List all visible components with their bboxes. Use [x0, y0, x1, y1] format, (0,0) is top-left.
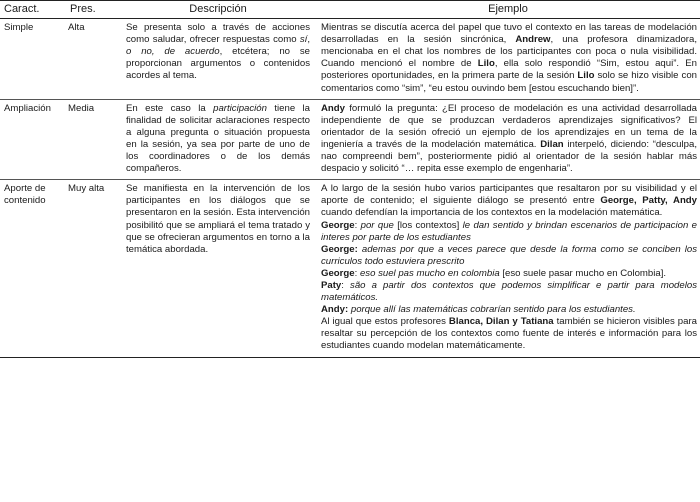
description-cell: Se manifiesta en la intervención de los participantes en los diálogos que se presentaron en la sesión. Esta intervención posibilitó que se ampliará el tema tratado y que se ofrecieran argumentos en torno a la temática abordada.	[126, 183, 310, 255]
header-descripcion: Descripción	[120, 1, 316, 19]
dialogue-line-george-2: George: ademas por que a veces parece que desde la forma como se conciben los curriculos todo estuviera prescrito	[321, 243, 697, 267]
pres-cell: Alta	[68, 22, 85, 34]
example-cell: Mientras se discutía acerca del papel que tuvo el contexto en las tareas de modelación desarrolladas en la sesión sincrónica, Andrew, una profesora dinamizadora, mencionaba en el chat los nombres de los participantes con poca o nula visibilidad. Cuando mencionó el nombre de Lilo, ella solo respondió “Sim, estou aqui”. En posteriores oportunidades, en la primera parte de la sesión Lilo solo se hizo visible con comentarios como “sim”, “eu estou ouvindo bem [estou escuchando bien]”.	[321, 22, 697, 94]
table-row-ampliacion	[0, 99, 700, 180]
dialogue-line-george-1: George: por que [los contextos] le dan sentido y brindan escenarios de participacion e interes por parte de los estudiantes	[321, 219, 697, 243]
header-pres: Pres.	[64, 1, 120, 19]
dialogue-line-andy: Andy: porque allí las matemáticas cobrarían sentido para los estudiantes.	[321, 304, 636, 316]
pres-cell: Media	[68, 102, 95, 114]
table-header	[0, 1, 700, 19]
caract-cell: Simple	[4, 22, 34, 34]
example-cell	[316, 180, 700, 357]
example-closing: Al igual que estos profesores Blanca, Dilan y Tatiana también se hicieron visibles para resaltar su percepción de los contextos como fuente de interés e información para los estudiantes cuando modelan matemáticamente.	[321, 316, 697, 352]
table-row-aporte	[0, 180, 700, 357]
description-cell: Se presenta solo a través de acciones como saludar, ofrecer respuestas como sí, o no, de acuerdo, etcétera; no se proporcionan argumentos o contenidos acordes al tema.	[126, 22, 310, 82]
pres-cell: Muy alta	[68, 183, 105, 195]
caract-cell: Ampliación	[4, 102, 51, 114]
example-cell: Andy formuló la pregunta: ¿El proceso de modelación es una actividad desarrollada independiente de que se produzcan verdaderos aprendizajes significativos? El orientador de la sesión ofreció un ejemplo de los aprendizajes en un tema de la ingeniería a través de la modelación matemática. Dilan interpeló, diciendo: “desculpa, nao compreendi bem”, posteriormente pidió al orientador de la sesión hablar más despacio y solicitó “… repita esse exemplo de engenharia”.	[321, 102, 697, 175]
dialogue-line-george-3: George: eso suel pas mucho en colombia [eso suele pasar mucho en Colombia].	[321, 267, 667, 279]
dialogue-line-paty: Paty: são a partir dos contextos que podemos simplificar e partir para modelos matemáticos.	[321, 279, 697, 304]
example-intro: A lo largo de la sesión hubo varios participantes que resaltaron por su visibilidad y el aporte de contenido; el siguiente diálogo se presentó entre George, Patty, Andy cuando defendían la importancia de los contextos en la modelación matemática.	[321, 183, 698, 219]
header-caract: Caract.	[0, 1, 64, 19]
description-cell: En este caso la participación tiene la finalidad de solicitar aclaraciones respecto a alguna pregunta o situación propuesta en la sesión, ya sea por parte de uno de los coordinadores o de los demás compañeros.	[126, 102, 311, 175]
table-row-simple	[0, 19, 700, 100]
header-ejemplo: Ejemplo	[316, 1, 700, 19]
header-row	[0, 1, 700, 19]
caract-cell: Aporte de contenido	[4, 183, 46, 207]
